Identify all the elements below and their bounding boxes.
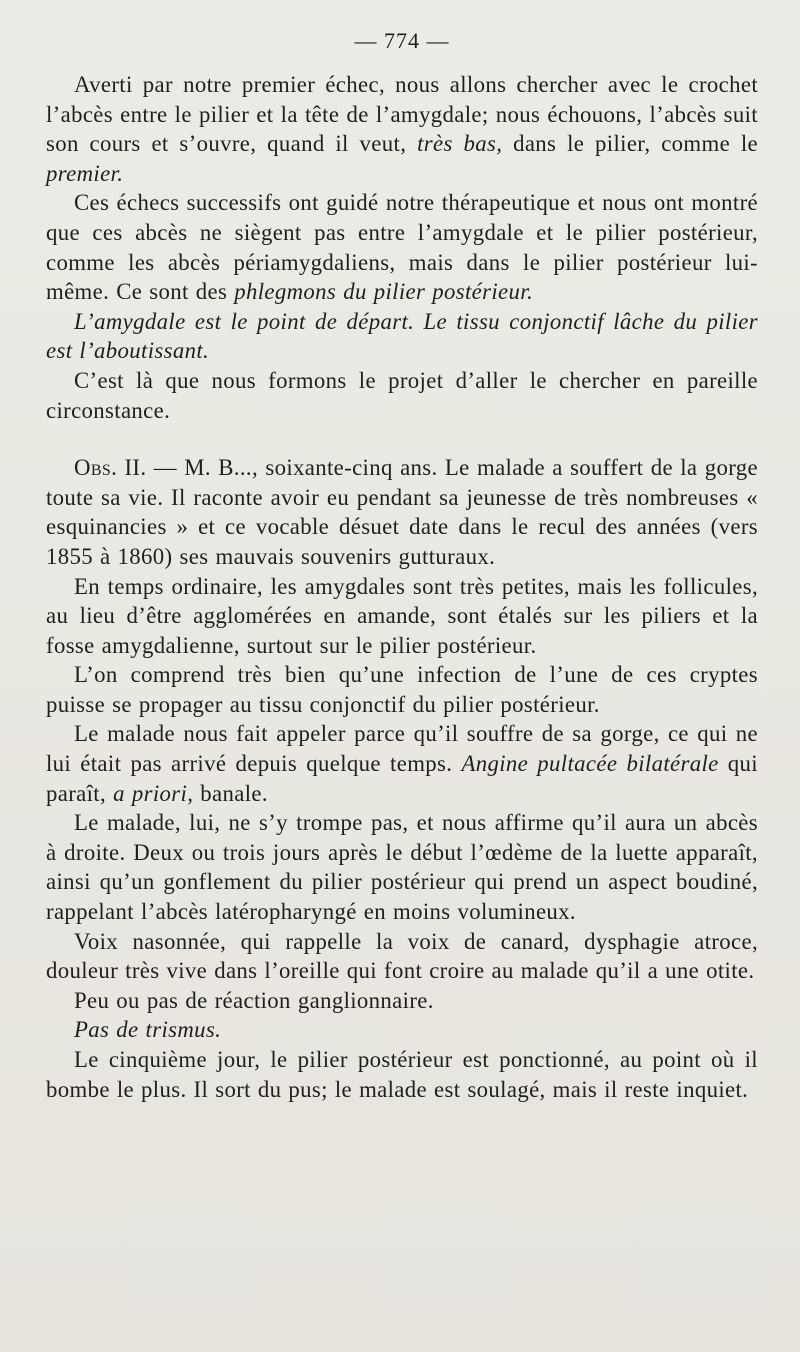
paragraph-4: C’est là que nous formons le projet d’aller le chercher en pareille circonstance. <box>46 367 758 423</box>
obs-paragraph-4-italic-1: Angine pultacée bilatérale <box>461 751 719 777</box>
obs-paragraph-8: Pas de trismus. <box>74 1017 222 1043</box>
paragraph-1-italic-2: premier. <box>46 160 124 186</box>
obs-paragraph-1 <box>46 453 758 571</box>
obs-paragraph-4 <box>46 719 758 808</box>
obs-paragraph-1-text: — M. B..., soixante-cinq ans. Le malade a souffert de la gorge toute sa vie. Il raconte avoir eu pendant sa jeunesse de très nombreuses « esquinancies » et ce vocable désuet date dans le recul des années (vers 1855 à 1860) ses mauvais souvenirs gutturaux. <box>46 455 758 569</box>
paragraph-2-text: Ces échecs successifs ont guidé notre thérapeutique et nous ont montré que ces abcès ne siègent pas entre l’amygdale et le pilier postérieur, comme les abcès périamygdaliens, mais dans le pilier postérieur lui-même. Ce sont des <box>46 190 758 305</box>
obs-paragraph-6: Voix nasonnée, qui rappelle la voix de canard, dysphagie atroce, douleur très vive dans l’oreille qui font croire au malade qu’il a une otite. <box>46 928 758 984</box>
obs-paragraph-5: Le malade, lui, ne s’y trompe pas, et nous affirme qu’il aura un abcès à droite. Deux ou trois jours après le début l’œdème de la luette apparaît, ainsi qu’un gonflement du pilier postérieur qui prend un aspect boudiné, rappelant l’abcès latéropharyngé en moins volumineux. <box>46 810 758 925</box>
paragraph-1-italic-1: très bas, <box>417 131 503 157</box>
paragraph-1-text-2: dans le pilier, comme le <box>502 131 759 157</box>
section-gap <box>46 425 758 453</box>
paragraph-2 <box>46 188 758 306</box>
obs-paragraph-3: L’on comprend très bien qu’une infection de l’une de ces cryptes puisse se propager au tissu conjonctif du pilier postérieur. <box>46 662 758 717</box>
obs-paragraph-7: Peu ou pas de réaction ganglionnaire. <box>74 987 434 1013</box>
obs-label: Obs. II. <box>74 455 147 481</box>
obs-paragraph-9: Le cinquième jour, le pilier postérieur est ponctionné, au point où il bombe le plus. Il sort du pus; le malade est soulagé, mais il reste inquiet. <box>46 1047 758 1102</box>
obs-paragraph-4-text: Le malade nous fait appeler parce qu’il souffre de sa gorge, ce qui ne lui était pas arrivé depuis quelque temps. <box>46 721 758 777</box>
obs-paragraph-4-text-2: qui paraît, <box>46 751 758 806</box>
obs-paragraph-4-text-3: banale. <box>193 780 268 806</box>
paragraph-2-italic: phlegmons du pilier postérieur. <box>234 279 534 305</box>
paragraph-1 <box>46 70 758 188</box>
obs-paragraph-4-italic-2: a priori, <box>113 780 194 806</box>
paragraph-3: L’amygdale est le point de départ. Le tissu conjonctif lâche du pilier est l’aboutissant. <box>46 308 758 364</box>
paragraph-1-text: Averti par notre premier échec, nous allons chercher avec le crochet l’abcès entre le pilier et la tête de l’amygdale; nous échouons, l’abcès suit son cours et s’ouvre, quand il veut, <box>46 72 758 157</box>
obs-paragraph-2: En temps ordinaire, les amygdales sont très petites, mais les follicules, au lieu d’être agglomérées en amande, sont étalés sur les piliers et la fosse amygdalienne, surtout sur le pilier postérieur. <box>46 573 758 658</box>
page-number: — 774 — <box>354 28 450 53</box>
